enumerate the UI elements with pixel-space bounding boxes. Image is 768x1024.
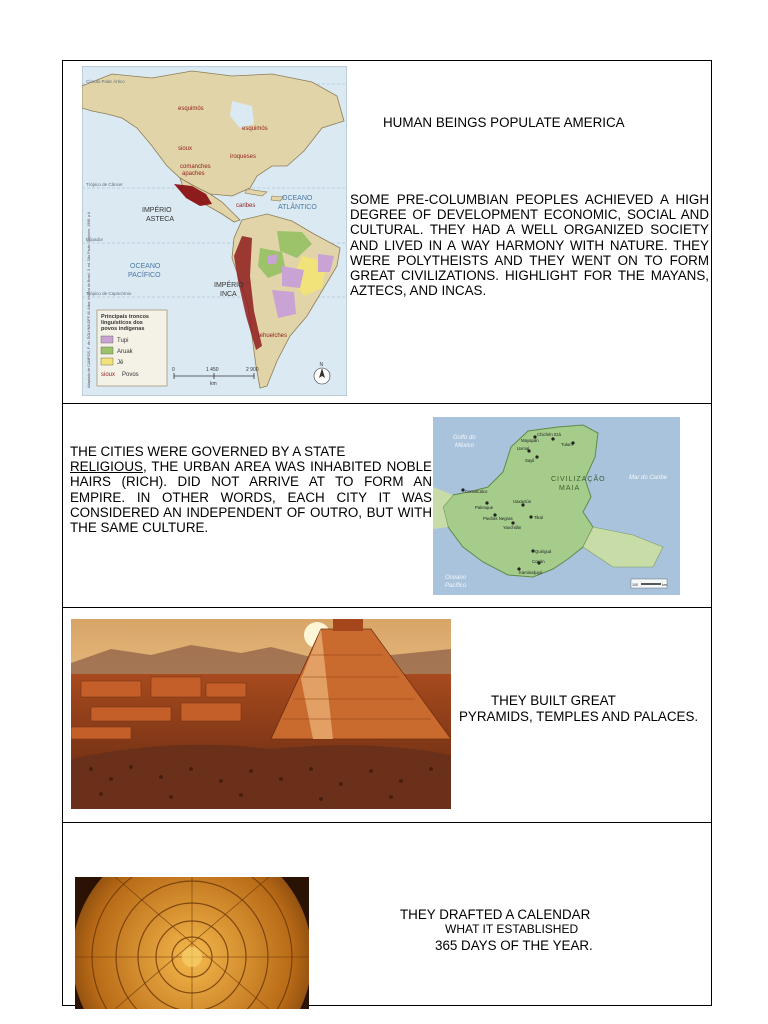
- gulf-label-2: México: [455, 443, 475, 449]
- city-yaxchilan: Yaxchilán: [503, 525, 522, 530]
- city-quirigua: Quiriguá: [535, 549, 552, 554]
- section1-title: HUMAN BEINGS POPULATE AMERICA: [383, 115, 625, 130]
- section4-line3: 365 DAYS OF THE YEAR.: [435, 938, 593, 953]
- maya-title-1: CIVILIZAÇÃO: [551, 476, 606, 483]
- north-label: N: [319, 362, 324, 368]
- pacific-label-1: OCEANO: [130, 263, 161, 270]
- legend-povos-key: sioux: [101, 372, 116, 378]
- section1-paragraph: SOME PRE-COLUMBIAN PEOPLES ACHIEVED A HIGH DEGREE OF DEVELOPMENT ECONOMIC, SOCIAL AND CULTURAL. THEY HAD A WELL ORGANIZED SOCIETY AND LIVED IN A WAY HARMONY WITH NATURE. THEY WERE POLYTHEISTS AND THEY WENT ON TO FORM GREAT CIVILIZATIONS. HIGHLIGHT FOR THE MAYANS, AZTECS, AND INCAS.: [350, 192, 709, 299]
- pacific-label-2: PACÍFICO: [128, 272, 161, 279]
- section2-line1: THE CITIES WERE GOVERNED BY A STATE: [70, 444, 346, 459]
- city-tulum: Tulum: [561, 442, 573, 447]
- pacific-maya-label-1: Oceano: [445, 575, 467, 581]
- capricorn-label: Trópico de Capricórnio: [86, 291, 132, 296]
- city-tikal: Tikal: [534, 515, 543, 520]
- row-americas: [63, 61, 711, 403]
- city-comalcalco: Comalcalco: [465, 489, 488, 494]
- aztec-empire-label-2: ASTECA: [146, 216, 175, 223]
- city-uaxactun: Uaxactún: [513, 499, 532, 504]
- tehuelche-label: tehuelches: [258, 333, 288, 339]
- maya-scale-unit: km: [662, 583, 667, 587]
- aztec-empire-label-1: IMPÉRIO: [142, 207, 172, 214]
- caribbean-label: Mar do Caribe: [629, 475, 668, 481]
- city-piedras-negras: Piedras Negras: [483, 516, 513, 521]
- section2-paragraph: [70, 444, 432, 535]
- sioux-label: sioux: [178, 146, 193, 152]
- comanche-label: comanches: [180, 164, 211, 170]
- americas-map: [82, 66, 347, 396]
- scale-unit: km: [210, 381, 217, 387]
- city-copan: Copán: [532, 559, 545, 564]
- scale-tick-1: 1 450: [206, 367, 219, 373]
- gulf-label-1: Golfo do: [453, 435, 476, 441]
- atlantic-label-1: OCEANO: [282, 195, 313, 202]
- map-legend: [97, 310, 167, 386]
- city-sayil: Sayil: [525, 458, 535, 463]
- legend-povos-label: Povos: [122, 372, 139, 378]
- eskimo-east-label: esquimós: [242, 126, 268, 132]
- city-kaminaljuyu: Kaminaljuyú: [519, 570, 543, 575]
- iroquois-label: iroqueses: [230, 154, 257, 160]
- atlantic-label-2: ATLÂNTICO: [278, 204, 317, 211]
- section3-line1: THEY BUILT GREAT: [491, 693, 616, 708]
- aztec-calendar-stone: [75, 877, 309, 1009]
- legend-title-3: povos indígenas: [101, 326, 145, 332]
- cancer-label: Trópico de Câncer: [86, 182, 123, 187]
- inca-empire-label-2: INCA: [220, 291, 237, 298]
- city-mayapan: Mayapán: [521, 438, 539, 443]
- row-maya: [63, 403, 711, 608]
- arctic-label: Círculo Polar Ártico: [86, 79, 125, 84]
- section4-line1: THEY DRAFTED A CALENDAR: [400, 907, 591, 922]
- legend-title-2: linguísticos dos: [101, 320, 143, 326]
- equator-label: Equador: [86, 237, 104, 242]
- scale-tick-2: 2 900: [246, 367, 259, 373]
- aztec-city-illustration: [71, 619, 451, 809]
- section2-underlined: RELIGIOUS: [70, 459, 143, 475]
- apache-label: apaches: [182, 171, 205, 177]
- legend-title-1: Principais troncos: [101, 314, 149, 320]
- section2-rest: , THE URBAN AREA WAS INHABITED NOBLE HAIRS (RICH). DID NOT ARRIVE AT TO FORM AN EMPIRE. IN OTHER WORDS, EACH CITY IT WAS CONSIDERED AN INDEPENDENT OF OUTRO, BUT WITH THE SAME CULTURE.: [70, 459, 432, 536]
- maya-scale: [631, 579, 667, 588]
- caribe-label: caribes: [236, 203, 256, 209]
- city-chichen-itza: Chichén Itzá: [537, 432, 561, 437]
- pacific-maya-label-2: Pacífico: [445, 583, 467, 589]
- legend-item-je: Jê: [117, 360, 124, 366]
- scale-tick-0: 0: [172, 367, 175, 373]
- maya-title-2: MAIA: [559, 485, 581, 492]
- city-uxmal: Uxmal: [517, 446, 530, 451]
- legend-item-aruak: Aruak: [117, 349, 133, 355]
- eskimo-label: esquimós: [178, 106, 204, 112]
- section4-line2: WHAT IT ESTABLISHED: [445, 922, 579, 936]
- section3-line2: PYRAMIDS, TEMPLES AND PALACES.: [459, 709, 699, 724]
- map-credit: Adaptado de CAMPOS, F. de; DOLHNIKOFF, M. Atlas: história do Brasil. 3. ed. São Paulo: Scipione, 1998. p.6: [87, 211, 91, 388]
- legend-item-tupi: Tupi: [117, 338, 129, 344]
- maya-map: [433, 417, 680, 595]
- document-table: [62, 60, 712, 1006]
- maya-scale-value: 100: [632, 583, 638, 587]
- inca-empire-label-1: IMPÉRIO: [214, 282, 244, 289]
- row-pyramids: [63, 607, 711, 823]
- city-palenque: Palenque: [475, 505, 494, 510]
- row-calendar: [63, 822, 711, 1007]
